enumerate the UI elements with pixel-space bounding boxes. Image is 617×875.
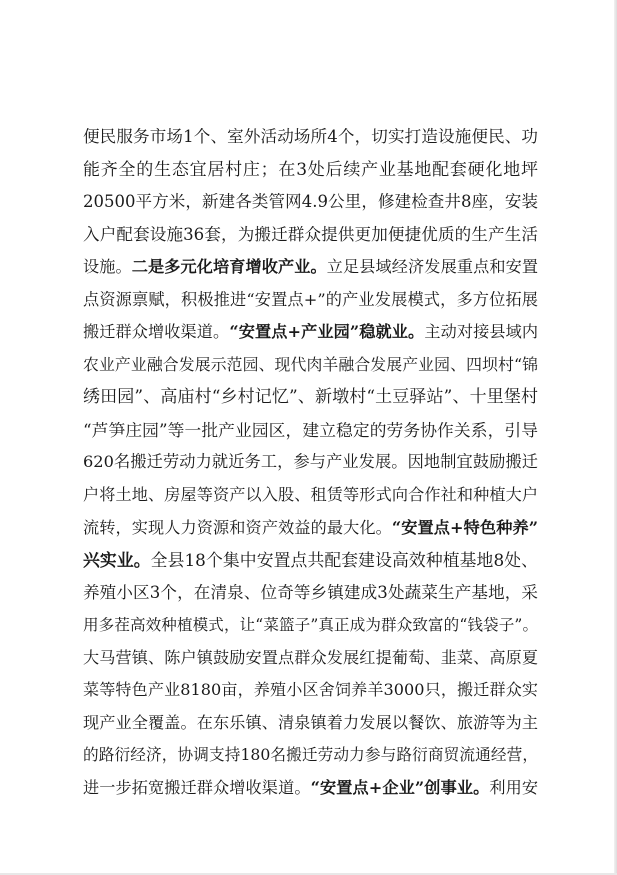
body-text-run: 现产业全覆盖。在东乐镇、清泉镇着力发展以餐饮、旅游等为主	[83, 712, 538, 732]
body-text-run: 利用安	[489, 777, 538, 797]
text-line	[83, 349, 538, 382]
text-line	[83, 154, 538, 187]
text-line	[83, 739, 538, 772]
bold-heading-text: “安置点+特色种养”	[391, 517, 538, 537]
body-text-run: 进一步拓宽搬迁群众增收渠道。	[83, 777, 311, 797]
body-text-run: 点资源禀赋，积极推进“安置点+”的产业发展模式，多方位拓展	[83, 289, 538, 309]
body-text-run: 户将土地、房屋等资产以入股、租赁等形式向合作社和种植大户	[83, 485, 538, 505]
body-text-run: 主动对接县域内	[424, 322, 538, 342]
text-line	[83, 577, 538, 610]
body-text-run: 养殖小区3个，在清泉、位奇等乡镇建成3处蔬菜生产基地，采	[83, 582, 538, 602]
text-line	[83, 479, 538, 512]
text-line	[83, 284, 538, 317]
body-text-run: 设施。	[83, 257, 132, 277]
body-text-run: 便民服务市场1个、室外活动场所4个，切实打造设施便民、功	[83, 127, 538, 146]
body-text-run: 大马营镇、陈户镇鼓励安置点群众发展红提葡萄、韭菜、高原夏	[83, 647, 538, 667]
body-text-run: 能齐全的生态宜居村庄；在3处后续产业基地配套硬化地坪	[83, 159, 538, 180]
bold-heading-text: 兴实业。	[83, 550, 151, 571]
text-line	[83, 544, 538, 577]
text-line	[83, 381, 538, 414]
body-text-run: 的路衍经济，协调支持180名搬迁劳动力参与路衍商贸流通经营，	[83, 745, 538, 765]
body-text-run: 农业产业融合发展示范园、现代肉羊融合发展产业园、四坝村“锦	[83, 354, 538, 374]
bold-heading-text: “安置点+产业园”稳就业。	[229, 322, 425, 342]
body-text-run: 绣田园”、高庙村“乡村记忆”、新墩村“土豆驿站”、十里堡村	[83, 387, 538, 408]
body-text-run: 立足县域经济发展重点和安置	[326, 257, 538, 277]
text-line	[83, 446, 538, 479]
body-text	[83, 121, 538, 804]
text-line	[83, 707, 538, 740]
text-line	[83, 609, 538, 642]
body-text-run: 入户配套设施36套，为搬迁群众提供更加便捷优质的生产生活	[83, 224, 538, 244]
text-line	[83, 121, 538, 154]
bold-heading-text: 二是多元化培育增收产业。	[131, 257, 327, 277]
text-line	[83, 186, 538, 219]
text-line	[83, 642, 538, 675]
text-line	[83, 219, 538, 252]
body-text-run: 用多茬高效种植模式，让“菜篮子”真正成为群众致富的“钱袋子”。	[83, 616, 538, 635]
text-line	[83, 316, 538, 349]
body-text-run: 流转，实现人力资源和资产效益的最大化。	[83, 517, 392, 537]
bold-heading-text: “安置点+企业”创事业。	[310, 777, 490, 797]
body-text-run: 搬迁群众增收渠道。	[83, 322, 230, 342]
body-text-run: 620名搬迁劳动力就近务工，参与产业发展。因地制宜鼓励搬迁	[83, 452, 538, 472]
text-line	[83, 772, 538, 805]
body-text-run: 20500平方米，新建各类管网4.9公里，修建检查井8座，安装	[83, 192, 538, 212]
body-text-run: 菜等特色产业8180亩，养殖小区舍饲养羊3000只，搬迁群众实	[83, 680, 538, 700]
body-text-run: 全县18个集中安置点共配套建设高效种植基地8处、	[150, 550, 538, 571]
text-line	[83, 251, 538, 284]
text-line	[83, 414, 538, 447]
body-text-run: “芦笋庄园”等一批产业园区，建立稳定的劳务协作关系，引导	[83, 419, 538, 440]
text-line	[83, 512, 538, 545]
text-line	[83, 674, 538, 707]
